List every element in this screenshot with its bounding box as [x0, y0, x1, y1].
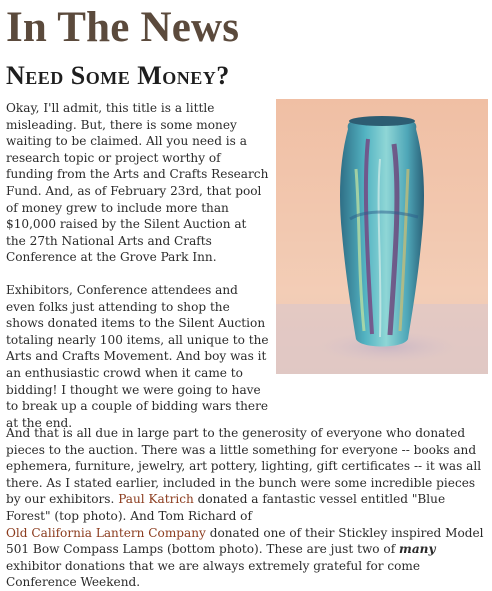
article-title: Need Some Money? [6, 61, 230, 90]
article-paragraph-3 [6, 425, 488, 591]
article-paragraph-2: Exhibitors, Conference attendees and even folks just attending to shop the shows donated items to the Silent Auction totaling nearly 100 items, all unique to the Arts and Crafts Movement. And boy was it an enthusiastic crowd when it came to bidding! I thought we were going to have to break up a couple of bidding wars there at the end. [6, 283, 269, 430]
paragraph-3-text-before: And that is all due in large part to the generosity of everyone who donated pieces to the auction. There was a little something for everyone -- books and ephemera, furniture, jewelry, art pottery, lighting, gift certificates -- it was all there. As I stated earlier, included in the bunch were some incredible pieces by our exhibitors. [6, 426, 482, 507]
old-california-lantern-link[interactable]: Old California Lantern Company [6, 525, 206, 540]
paul-katrich-link[interactable]: Paul Katrich [118, 492, 194, 507]
emphasis-many: many [399, 542, 436, 557]
article-page [6, 0, 488, 590]
paragraph-3-text-after-2: exhibitor donations that we are always extremely grateful for come Conference Weekend. [6, 558, 421, 590]
paragraph-3-text-middle: donated a fantastic vessel entitled "Blue Forest" (top photo). And Tom Richard of [6, 492, 446, 523]
page-title: In The News [6, 4, 240, 51]
vase-photo [276, 99, 488, 374]
article-paragraph-1: Okay, I'll admit, this title is a little misleading. But, there is some money waiting to be claimed. All you need is a research topic or project worthy of funding from the Arts and Crafts Research Fund. And, as of February 23rd, that pool of money grew to include more than $10,000 raised by the Silent Auction at the 27th National Arts and Crafts Conference at the Grove Park Inn. [6, 101, 269, 265]
paragraph-3-text-after-1: donated one of their Stickley inspired Model 501 Bow Compass Lamps (bottom photo). These are just two of [6, 525, 484, 557]
